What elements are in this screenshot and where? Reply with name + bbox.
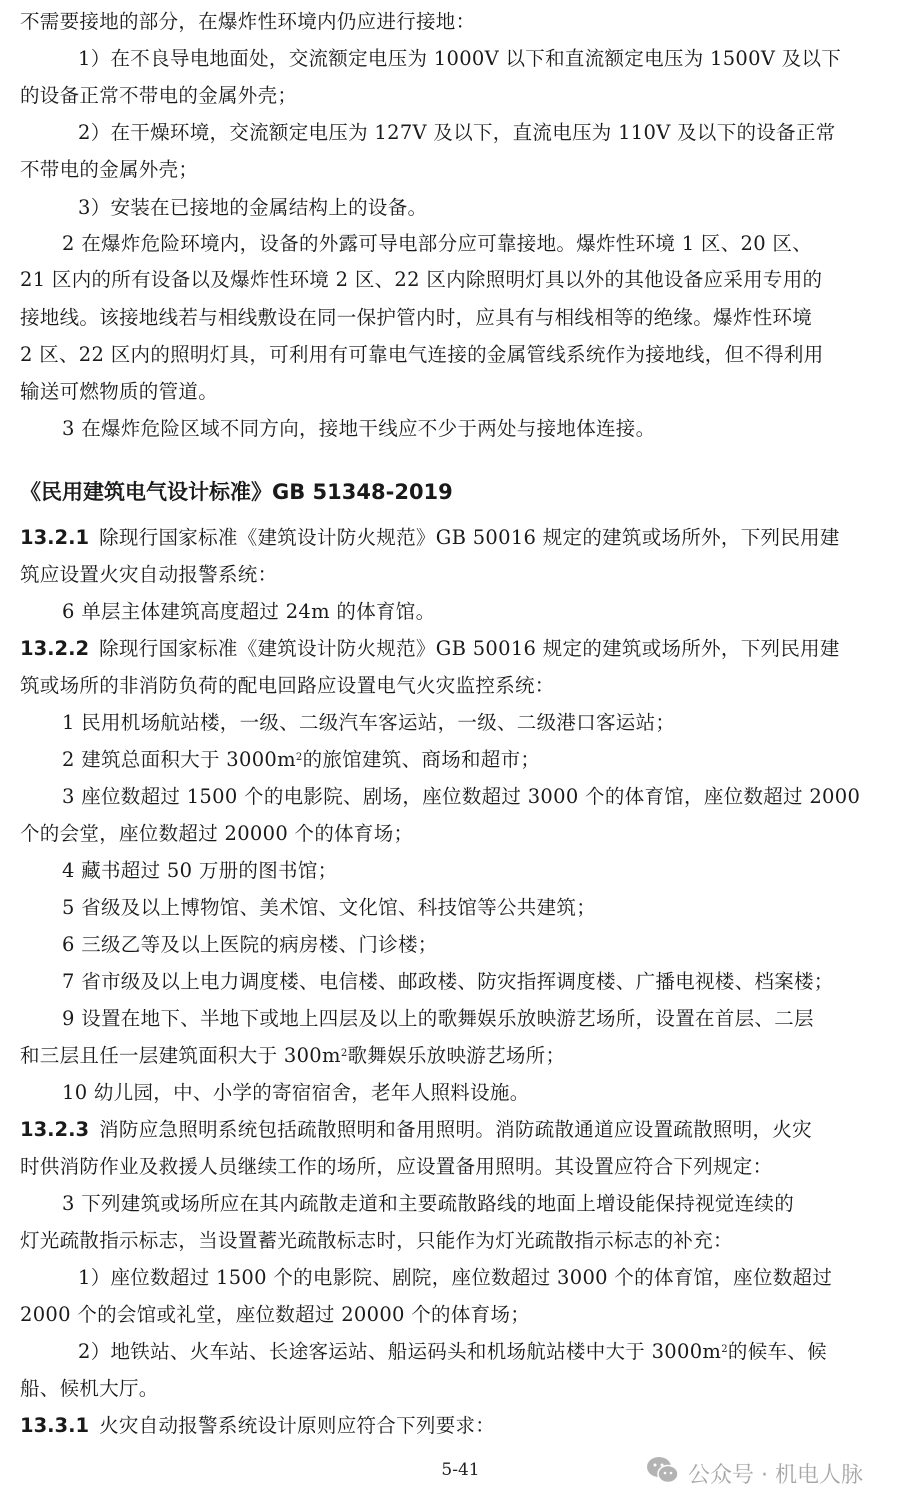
list-item (62, 748, 921, 772)
paragraph-line: 2000 个的会馆或礼堂，座位数超过 20000 个的体育场； (20, 1303, 531, 1326)
clause-number: 13.2.2 (20, 637, 90, 660)
clause-text: 除现行国家标准《建筑设计防火规范》GB 50016 规定的建筑或场所外，下列民用建 (99, 637, 840, 660)
paragraph-line: 的设备正常不带电的金属外壳； (20, 84, 298, 107)
list-item: 5 省级及以上博物馆、美术馆、文化馆、科技馆等公共建筑； (62, 896, 597, 919)
clause-text: 消防应急照明系统包括疏散照明和备用照明。消防疏散通道应设置疏散照明，火灾 (99, 1118, 812, 1141)
clause-13-2-2 (20, 637, 890, 661)
page-number: 5-41 (441, 1460, 480, 1480)
clause-number: 13.3.1 (20, 1414, 90, 1437)
paragraph-line: 接地线。该接地线若与相线敷设在同一保护管内时，应具有与相线相等的绝缘。爆炸性环境 (20, 306, 813, 329)
clause-text: 除现行国家标准《建筑设计防火规范》GB 50016 规定的建筑或场所外，下列民用建 (99, 526, 840, 549)
list-item: 3 下列建筑或场所应在其内疏散走道和主要疏散路线的地面上增设能保持视觉连续的 (62, 1192, 795, 1215)
list-item: 3 座位数超过 1500 个的电影院、剧场，座位数超过 3000 个的体育馆，座位数超过 2000 (62, 785, 861, 808)
list-item: 3 在爆炸危险区域不同方向，接地干线应不少于两处与接地体连接。 (62, 417, 656, 440)
clause-13-2-1 (20, 526, 890, 550)
paragraph-line: 船、候机大厅。 (20, 1377, 159, 1400)
item-text: 的候车、候 (727, 1340, 827, 1363)
superscript: 2 (295, 752, 303, 763)
paragraph-line: 不带电的金属外壳； (20, 158, 199, 181)
paragraph-line: 灯光疏散指示标志，当设置蓄光疏散标志时，只能作为灯光疏散指示标志的补充： (20, 1229, 733, 1252)
paragraph-line: 21 区内的所有设备以及爆炸性环境 2 区、22 区内除照明灯具以外的其他设备应采用专用的 (20, 268, 823, 291)
paragraph-line: 输送可燃物质的管道。 (20, 380, 219, 403)
clause-number: 13.2.1 (20, 526, 90, 549)
section-heading: 《民用建筑电气设计标准》GB 51348-2019 (20, 480, 453, 504)
list-item: 4 藏书超过 50 万册的图书馆； (62, 859, 338, 882)
superscript: 2 (340, 1048, 348, 1059)
paragraph-line: 筑应设置火灾自动报警系统： (20, 563, 278, 586)
list-item: 9 设置在地下、半地下或地上四层及以上的歌舞娱乐放映游艺场所，设置在首层、二层 (62, 1007, 814, 1030)
item-text: 2 建筑总面积大于 3000m (62, 748, 296, 771)
superscript: 2 (721, 1344, 728, 1355)
paragraph-line: 时供消防作业及救援人员继续工作的场所，应设置备用照明。其设置应符合下列规定： (20, 1155, 773, 1178)
list-item: 2 在爆炸危险环境内，设备的外露可导电部分应可靠接地。爆炸性环境 1 区、20 区、 (62, 232, 813, 255)
paragraph-line: 不需要接地的部分，在爆炸性环境内仍应进行接地： (20, 10, 476, 33)
list-item: 3）安装在已接地的金属结构上的设备。 (78, 196, 428, 219)
item-text: 2）地铁站、火车站、长途客运站、船运码头和机场航站楼中大于 3000m (78, 1340, 722, 1363)
wechat-icon (646, 1456, 688, 1490)
list-item: 7 省市级及以上电力调度楼、电信楼、邮政楼、防灾指挥调度楼、广播电视楼、档案楼； (62, 970, 834, 993)
paragraph-line (20, 1044, 890, 1068)
item-text: 的旅馆建筑、商场和超市； (302, 748, 541, 771)
item-text: 和三层且任一层建筑面积大于 300m (20, 1044, 341, 1067)
list-item (78, 1340, 921, 1364)
clause-13-2-3 (20, 1118, 890, 1142)
list-item: 6 三级乙等及以上医院的病房楼、门诊楼； (62, 933, 438, 956)
paragraph-line: 筑或场所的非消防负荷的配电回路应设置电气火灾监控系统： (20, 674, 555, 697)
list-item: 1）座位数超过 1500 个的电影院、剧院，座位数超过 3000 个的体育馆，座位数超过 (78, 1266, 833, 1289)
list-item: 2）在干燥环境，交流额定电压为 127V 及以下，直流电压为 110V 及以下的设备正常 (78, 121, 836, 144)
watermark-text: 公众号 · 机电人脉 (688, 1462, 863, 1488)
list-item: 1 民用机场航站楼，一级、二级汽车客运站，一级、二级港口客运站； (62, 711, 676, 734)
list-item: 1）在不良导电地面处，交流额定电压为 1000V 以下和直流额定电压为 1500V 及以下 (78, 47, 842, 70)
watermark (646, 1456, 863, 1490)
list-item: 6 单层主体建筑高度超过 24m 的体育馆。 (62, 600, 436, 623)
clause-13-3-1 (20, 1414, 890, 1438)
clause-number: 13.2.3 (20, 1118, 90, 1141)
item-text: 歌舞娱乐放映游艺场所； (347, 1044, 566, 1067)
paragraph-line: 个的会堂，座位数超过 20000 个的体育场； (20, 822, 414, 845)
list-item: 10 幼儿园，中、小学的寄宿宿舍，老年人照料设施。 (62, 1081, 530, 1104)
clause-text: 火灾自动报警系统设计原则应符合下列要求： (99, 1414, 496, 1437)
paragraph-line: 2 区、22 区内的照明灯具，可利用有可靠电气连接的金属管线系统作为接地线，但不得利用 (20, 343, 824, 366)
